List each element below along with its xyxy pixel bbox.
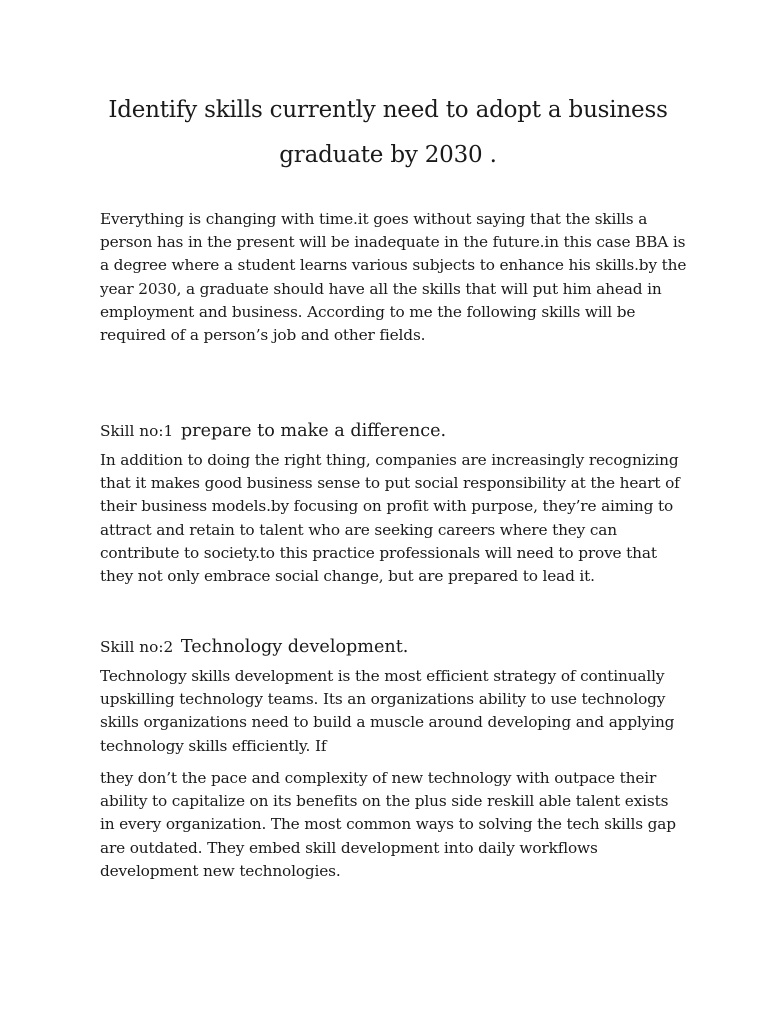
text-line: required of a person’s job and other fields. <box>100 326 426 345</box>
text-line: contribute to society.to this practice professionals will need to prove that <box>100 543 657 562</box>
text-line: Technology skills development is the most efficient strategy of continually <box>100 667 665 685</box>
text-line: year 2030, a graduate should have all the skills that will put him ahead in <box>100 279 662 298</box>
skill-2-paragraph-2 <box>100 767 700 883</box>
skill-2-title: Technology development. <box>180 637 409 657</box>
skill-2-prefix: Skill no:2 <box>100 638 174 656</box>
text-line: Everything is changing with time.it goes without saying that the skills a <box>100 210 648 228</box>
text-line: a degree where a student learns various subjects to enhance his skills.by the <box>100 256 687 275</box>
text-line: in every organization. The most common ways to solving the tech skills gap <box>100 815 676 834</box>
text-line: development new technologies. <box>100 861 341 880</box>
document-title <box>100 88 676 178</box>
skill-2-paragraph-1 <box>100 665 700 758</box>
text-line: attract and retain to talent who are seeking careers where they can <box>100 520 617 539</box>
skill-1-paragraph <box>100 449 700 588</box>
text-line: person has in the present will be inadequate in the future.in this case BBA is <box>100 233 686 252</box>
skill-1-heading <box>100 414 700 442</box>
text-line: they don’t the pace and complexity of new technology with outpace their <box>100 769 657 787</box>
title-line: graduate by 2030 . <box>279 142 497 168</box>
title-line: Identify skills currently need to adopt a business <box>108 97 668 123</box>
skill-2-heading <box>100 630 700 658</box>
text-line: upskilling technology teams. Its an organizations ability to use technology <box>100 690 666 709</box>
text-line: employment and business. According to me the following skills will be <box>100 302 636 321</box>
text-line: In addition to doing the right thing, companies are increasingly recognizing <box>100 451 679 469</box>
text-line: ability to capitalize on its benefits on the plus side reskill able talent exists <box>100 792 669 811</box>
text-line: that it makes good business sense to put social responsibility at the heart of <box>100 474 680 493</box>
text-line: technology skills efficiently. If <box>100 736 327 755</box>
text-line: skills organizations need to build a muscle around developing and applying <box>100 713 675 732</box>
skill-1-title: prepare to make a difference. <box>180 421 447 441</box>
text-line: they not only embrace social change, but are prepared to lead it. <box>100 567 595 586</box>
intro-paragraph <box>100 208 700 347</box>
text-line: their business models.by focusing on profit with purpose, they’re aiming to <box>100 497 674 516</box>
skill-1-prefix: Skill no:1 <box>100 422 174 440</box>
text-line: are outdated. They embed skill development into daily workflows <box>100 838 598 857</box>
